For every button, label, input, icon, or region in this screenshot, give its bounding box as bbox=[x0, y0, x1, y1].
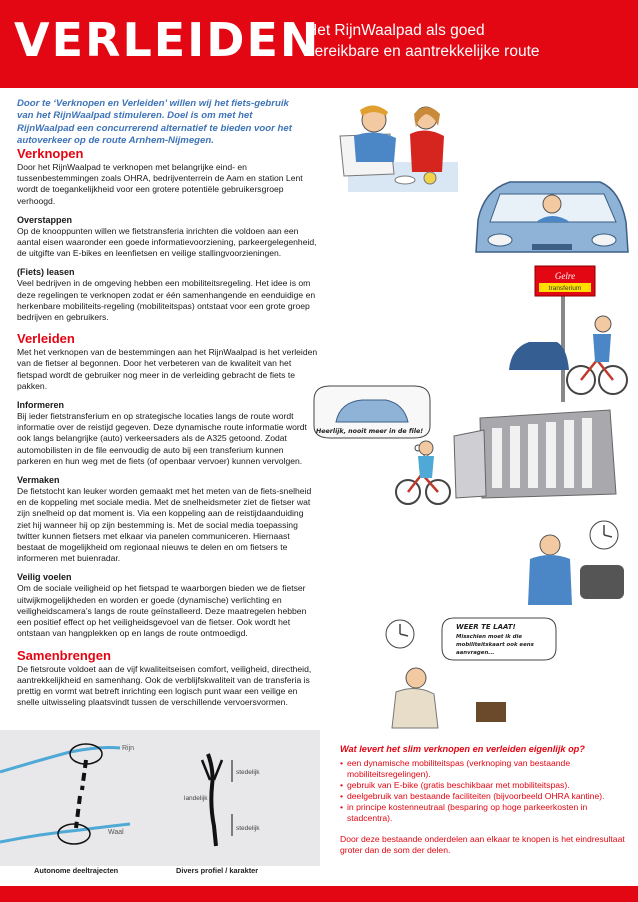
headlight-left bbox=[488, 234, 512, 246]
page-subtitle bbox=[306, 20, 626, 62]
footer-bar bbox=[0, 886, 638, 902]
label-stedelijk-1: stedelijk bbox=[236, 769, 260, 776]
breakfast-couple-illustration bbox=[330, 96, 470, 196]
text-veilig: Om de sociale veiligheid op het fietspad te waarborgen bieden we de fietser uitwijkmogelijkheden en worden er goede (dynamische) verlichting en veiligheidscamera’s langs de route geïnstalleerd. Deze maatregelen hebben een positief effect op het veiligheidsgevoel van de fietser. Ook wordt het ontstaan van hangplekken op en langs de route ontmoedigd. bbox=[17, 583, 307, 639]
sign-label-transferium: transferium bbox=[548, 285, 582, 292]
section-informeren bbox=[17, 400, 319, 467]
text-leasen: Veel bedrijven in de omgeving hebben een mobiliteitsregeling. Het idee is om deze regelingen te verknopen zodat er één samenhangende en eenduidige en herkenbare mobiliteits-regeling (mobiliteitspas) ontstaat voor een grote groep bedrijven en gebruikers. bbox=[17, 278, 316, 323]
computer-monitor bbox=[580, 565, 624, 599]
bubble-text-file: Heerlijk, nooit meer in de file! bbox=[316, 428, 424, 435]
benefit-item: • gebruik van E-bike (gratis beschikbaar met mobiliteitspas). bbox=[340, 780, 630, 791]
text-vermaken: De fietstocht kan leuker worden gemaakt met het meten van de fiets-snelheid en de koppeling met sociale media. Met de snelheidsmeter ziet de fietser wat zijn snelheid op dat moment is. Via een koppeling aan de reistijdaanduiding ziet hij wanneer hij op zijn bestemming is. Met de social media toepassing twitter kunnen fietsers met elkaar via panelen communiceren. Hiernaast bestaat de mogelijkheid om regionaal nieuws te delen en om fietsers te informeren met buienradar. bbox=[17, 486, 312, 564]
bubble-late-line3: mobiliteitskaart ook eens bbox=[456, 642, 534, 648]
label-rijn: Rijn bbox=[122, 745, 135, 752]
bubble-late-line4: aanvragen... bbox=[456, 650, 495, 656]
car-driver-illustration bbox=[470, 160, 635, 272]
text-verknopen: Door het RijnWaalpad te verknopen met belangrijke eind- en tussenbestemmingen zoals OHRA, bedrijventerrein de Aam en station Lent wordt de toegankelijkheid voor een grotere potentiële gebruikersgroep verhoogd. bbox=[17, 162, 303, 206]
label-waal: Waal bbox=[108, 829, 124, 836]
benefits-box bbox=[340, 744, 630, 856]
bubble-late-line1: WEER TE LAAT! bbox=[456, 623, 516, 631]
route-diagram-panel bbox=[0, 730, 320, 866]
heading-leasen: (Fiets) leasen bbox=[17, 267, 75, 278]
benefits-title: Wat levert het slim verknopen en verleiden eigenlijk op? bbox=[340, 744, 585, 754]
route-segments bbox=[76, 760, 86, 828]
heading-samenbrengen: Samenbrengen bbox=[17, 647, 111, 663]
header-banner bbox=[0, 0, 638, 88]
heading-overstappen: Overstappen bbox=[17, 214, 73, 225]
office-building-side bbox=[454, 430, 486, 498]
cyclist2-head bbox=[419, 441, 433, 455]
benefit-item: • een dynamische mobiliteitspas (verknoping van bestaande mobiliteitsregelingen). bbox=[340, 758, 630, 780]
man-shirt bbox=[354, 132, 396, 162]
woman-sweater bbox=[410, 130, 444, 172]
sign-label-gelre: Gelre bbox=[554, 271, 576, 281]
heading-verleiden: Verleiden bbox=[17, 331, 75, 347]
heading-informeren: Informeren bbox=[17, 400, 65, 411]
caption-autonome: Autonome deeltrajecten bbox=[34, 866, 119, 875]
route-diagram bbox=[0, 730, 320, 866]
text-verleiden: Met het verknopen van de bestemmingen aan het RijnWaalpad is het verleiden van de fietser al begonnen. Door het verbeteren van de kwaliteit van het fietspad wordt de gebruiker nog meer in de verleiding gebracht de fiets te pakken. bbox=[17, 347, 318, 391]
section-leasen bbox=[17, 267, 319, 323]
plate bbox=[395, 176, 415, 184]
heading-verknopen: Verknopen bbox=[17, 146, 84, 161]
section-vermaken bbox=[17, 475, 319, 564]
benefit-item: • in principe kostenneutraal (besparing op hoge parkeerkosten in stadcentra). bbox=[340, 802, 630, 824]
text-overstappen: Op de knooppunten willen we fietstransferia inrichten die voldoen aan een aantal eisen waaronder een goede informatievoorziening, parkeergelegenheid, de uitgifte van E-bikes en leenfietsen en veilige stallingvoorzieningen. bbox=[17, 225, 317, 259]
cyclist-head bbox=[595, 316, 611, 332]
text-column bbox=[17, 146, 319, 716]
section-verleiden bbox=[17, 331, 319, 392]
office-worker-illustration bbox=[500, 515, 630, 611]
late-arrival-illustration bbox=[376, 612, 634, 730]
late-man-coat bbox=[392, 688, 438, 728]
grille bbox=[532, 244, 572, 250]
section-overstappen bbox=[17, 215, 319, 260]
node-waal bbox=[58, 824, 90, 844]
profile-line bbox=[208, 754, 216, 846]
heading-veilig: Veilig voelen bbox=[17, 572, 72, 583]
text-samenbrengen: De fietsroute voldoet aan de vijf kwaliteitseisen comfort, veiligheid, directheid, aantrekkelijkheid en samenhang. Ook de verblijfskwaliteit van de transferia is prettig en vormt wat betreft inrichting een logisch punt waar een veilige en snelle uitwisseling plaatsvindt tussen de verschillende vervoersvormen. bbox=[17, 663, 312, 708]
bubble-late-line2: Misschien moet ik die bbox=[456, 634, 522, 640]
caption-divers: Divers profiel / karakter bbox=[176, 866, 259, 875]
label-stedelijk-2: stedelijk bbox=[236, 825, 260, 832]
cyclist-body bbox=[593, 334, 611, 362]
parked-car bbox=[509, 342, 569, 370]
section-samenbrengen bbox=[17, 648, 319, 709]
section-verknopen bbox=[17, 146, 319, 207]
subtitle-line-1: Het RijnWaalpad als goed bbox=[306, 22, 485, 39]
benefits-list bbox=[340, 758, 630, 824]
heading-vermaken: Vermaken bbox=[17, 475, 60, 486]
subtitle-line-2: bereikbare en aantrekkelijke route bbox=[306, 43, 540, 60]
benefit-item: • deelgebruik van bestaande faciliteiten (bijvoorbeeld OHRA kantine). bbox=[340, 791, 630, 802]
worker-head bbox=[540, 535, 560, 555]
intro-text: Door te ‘Verknopen en Verleiden’ willen wij het fiets-gebruik van het RijnWaalpad stimuleren. Doel is om met het RijnWaalpad een concurrerend alternatief te bieden voor het autoverkeer op de route Arnhem-Nijmegen. bbox=[17, 98, 292, 147]
page-title: VERLEIDEN bbox=[14, 13, 321, 67]
cyclist2-body bbox=[418, 456, 434, 478]
label-landelijk: landelijk bbox=[184, 795, 208, 802]
section-veilig bbox=[17, 572, 319, 639]
briefcase bbox=[476, 702, 506, 722]
office-cyclist-illustration bbox=[310, 380, 632, 510]
driver-head bbox=[543, 195, 561, 213]
benefits-conclusion: Door deze bestaande onderdelen aan elkaar te knopen is het eindresultaat groter dan de som der delen. bbox=[340, 834, 625, 855]
headlight-right bbox=[592, 234, 616, 246]
worker-shirt bbox=[528, 555, 572, 605]
late-man-head bbox=[406, 668, 426, 688]
text-informeren: Bij ieder fietstransferium en op strategische locaties langs de route wordt informatie over de reistijd gegeven. Deze dynamische route informatie wordt ook langs belangrijke (auto) verkeersaders als de A325 getoond. Zodat automobilisten in de file eenvoudig de auto bij een transferium kunnen parkeren en hun weg met de fiets (of openbaar vervoer) kunnen vervolgen. bbox=[17, 411, 307, 466]
egg bbox=[424, 172, 436, 184]
